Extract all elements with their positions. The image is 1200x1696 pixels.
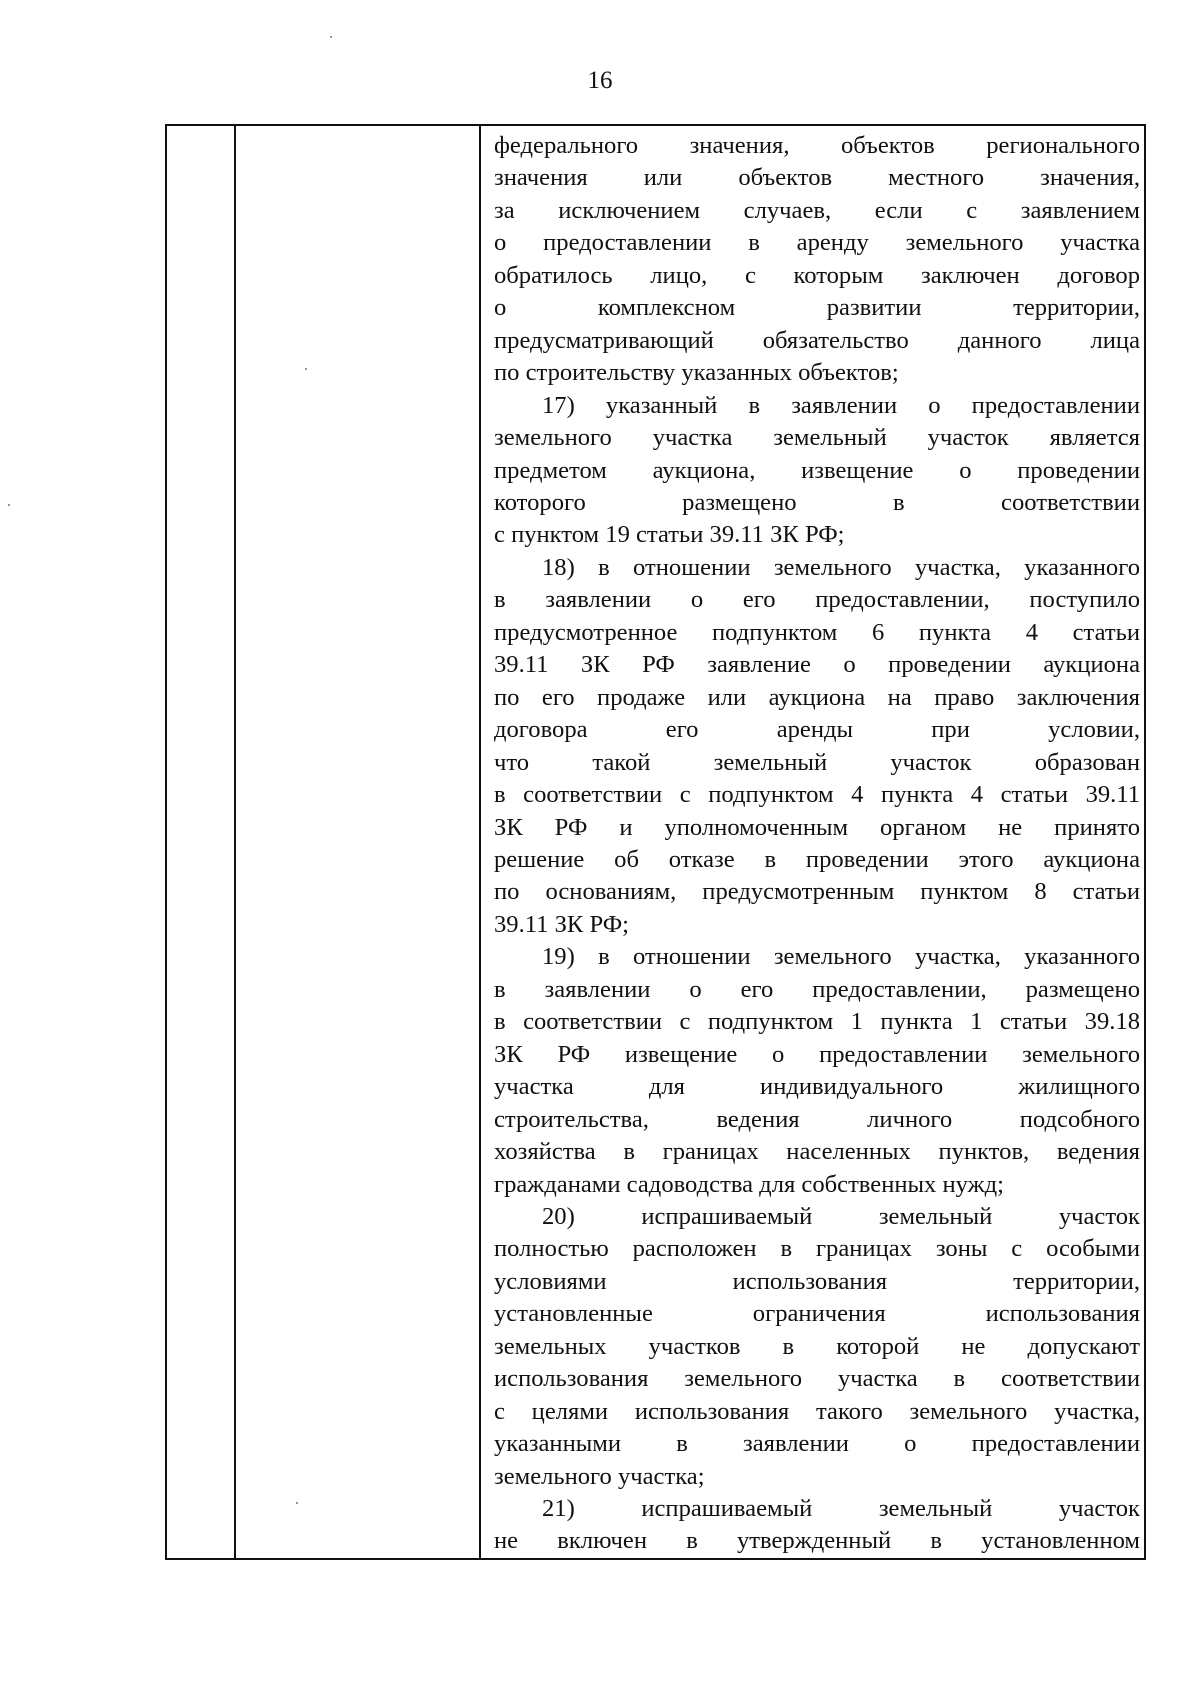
text-line: по основаниям, предусмотренным пунктом 8 статьи <box>494 878 1140 906</box>
text-line: по его продаже или аукциона на право заключения <box>494 683 1140 711</box>
text-line: за исключением случаев, если с заявлением <box>494 196 1140 224</box>
text-line: хозяйства в границах населенных пунктов, ведения <box>494 1138 1140 1166</box>
text-line: указанными в заявлении о предоставлении <box>494 1430 1140 1458</box>
text-line: что такой земельный участок образован <box>494 748 1140 776</box>
text-line: участка для индивидуального жилищного <box>494 1073 1140 1101</box>
text-line: федерального значения, объектов регионального <box>494 132 1140 159</box>
text-line: использования земельного участка в соответствии <box>494 1365 1140 1393</box>
text-line: с пунктом 19 статьи 39.11 ЗК РФ; <box>494 521 845 549</box>
text-line: установленные ограничения использования <box>494 1300 1140 1328</box>
text-line: 39.11 ЗК РФ заявление о проведении аукциона <box>494 651 1140 679</box>
text-line: ЗК РФ и уполномоченным органом не принято <box>494 813 1140 841</box>
text-line: 17) указанный в заявлении о предоставлении <box>542 391 1140 419</box>
column-divider-1 <box>234 126 236 1558</box>
scan-speck <box>8 504 10 506</box>
text-line: ЗК РФ извещение о предоставлении земельного <box>494 1040 1140 1068</box>
document-table <box>165 124 1146 1560</box>
text-line: значения или объектов местного значения, <box>494 164 1140 192</box>
scan-speck <box>296 1502 298 1504</box>
text-line: которого размещено в соответствии <box>494 488 1140 516</box>
text-line: о предоставлении в аренду земельного участка <box>494 229 1140 257</box>
text-line: земельных участков в которой не допускают <box>494 1332 1140 1360</box>
text-line: строительства, ведения личного подсобного <box>494 1105 1140 1133</box>
page-number: 16 <box>587 67 613 94</box>
text-line: предметом аукциона, извещение о проведении <box>494 456 1140 484</box>
table-cell-text <box>494 130 1140 1558</box>
text-line: полностью расположен в границах зоны с особыми <box>494 1235 1140 1263</box>
scan-speck <box>305 368 307 370</box>
text-line: договора его аренды при условии, <box>494 716 1140 744</box>
text-line: обратилось лицо, с которым заключен договор <box>494 261 1140 289</box>
text-line: предусматривающий обязательство данного лица <box>494 326 1140 354</box>
text-line: о комплексном развитии территории, <box>494 294 1140 322</box>
text-line: условиями использования территории, <box>494 1267 1140 1295</box>
text-line: с целями использования такого земельного участка, <box>494 1397 1140 1425</box>
text-line: 39.11 ЗК РФ; <box>494 910 629 938</box>
column-divider-2 <box>479 126 481 1558</box>
text-line: 19) в отношении земельного участка, указанного <box>542 943 1140 971</box>
text-line: земельного участка; <box>494 1462 705 1490</box>
text-line: в соответствии с подпунктом 1 пункта 1 статьи 39.18 <box>494 1008 1140 1036</box>
text-line: 21) испрашиваемый земельный участок <box>542 1495 1140 1523</box>
text-line: предусмотренное подпунктом 6 пункта 4 статьи <box>494 618 1140 646</box>
text-line: по строительству указанных объектов; <box>494 359 899 387</box>
text-line: гражданами садоводства для собственных нужд; <box>494 1170 1004 1198</box>
text-line: земельного участка земельный участок является <box>494 424 1140 452</box>
text-line: в заявлении о его предоставлении, размещено <box>494 975 1140 1003</box>
text-line: не включен в утвержденный в установленном <box>494 1527 1140 1555</box>
text-line: в заявлении о его предоставлении, поступило <box>494 586 1140 614</box>
text-line: 20) испрашиваемый земельный участок <box>542 1202 1140 1230</box>
text-line: в соответствии с подпунктом 4 пункта 4 статьи 39.11 <box>494 781 1140 809</box>
text-line: 18) в отношении земельного участка, указанного <box>542 553 1140 581</box>
scan-speck <box>330 36 332 38</box>
text-line: решение об отказе в проведении этого аукциона <box>494 845 1140 873</box>
